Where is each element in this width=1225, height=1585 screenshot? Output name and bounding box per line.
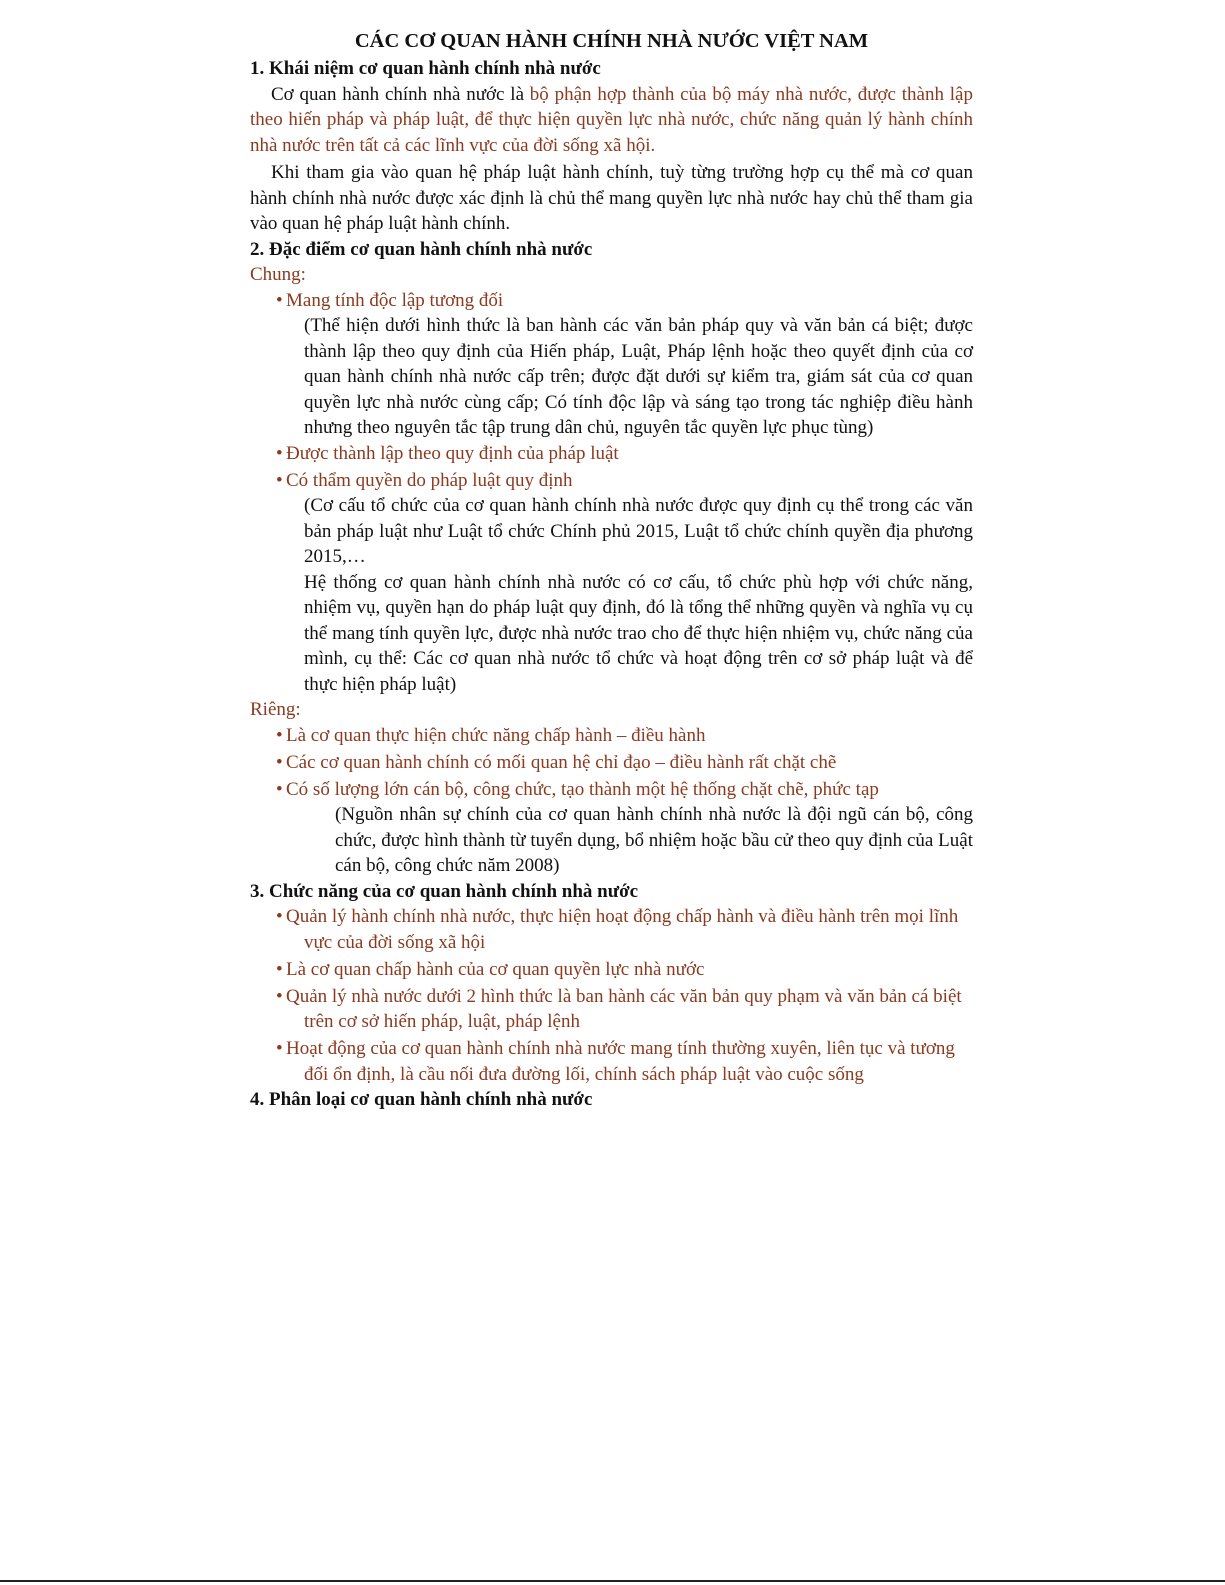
bullet-icon: • xyxy=(276,442,283,464)
bullet-icon: • xyxy=(276,289,283,311)
list-item-text: Mang tính độc lập tương đối xyxy=(286,289,504,311)
bullet-icon: • xyxy=(276,751,283,773)
page-bottom-border xyxy=(0,1580,1225,1582)
bullet-icon: • xyxy=(276,724,283,746)
list-item xyxy=(250,441,973,467)
general-label: Chung: xyxy=(250,264,306,285)
list-item xyxy=(250,777,973,803)
list-item-text: Có thẩm quyền do pháp luật quy định xyxy=(286,469,573,491)
note-paragraph: Hệ thống cơ quan hành chính nhà nước có cơ cấu, tổ chức phù hợp với chức năng, nhiệm vụ, quyền hạn do pháp luật quy định, đó là tổng thể những quyền và nghĩa vụ cụ thể mang tính quyền lực, được nhà nước trao cho để thực hiện nhiệm vụ, chức năng của mình, cụ thể: Các cơ quan nhà nước tổ chức và hoạt động trên cơ sở pháp luật và để thực hiện pháp luật) xyxy=(304,571,973,695)
section-1-paragraph-1 xyxy=(250,82,973,159)
note-paragraph: (Cơ cấu tổ chức của cơ quan hành chính nhà nước được quy định cụ thể trong các văn bản pháp luật như Luật tổ chức Chính phủ 2015, Luật tổ chức chính quyền địa phương 2015,… xyxy=(304,495,973,567)
bullet-icon: • xyxy=(276,469,283,491)
bullet-icon: • xyxy=(276,958,283,980)
document-page xyxy=(250,28,973,1113)
section-4-heading: 4. Phân loại cơ quan hành chính nhà nước xyxy=(250,1089,593,1110)
list-item-text: Các cơ quan hành chính có mối quan hệ chỉ đạo – điều hành rất chặt chẽ xyxy=(286,751,837,773)
list-item-text: Quản lý hành chính nhà nước, thực hiện hoạt động chấp hành và điều hành trên mọi lĩnh vực của đời sống xã hội xyxy=(286,906,959,953)
list-item-text: Là cơ quan chấp hành của cơ quan quyền lực nhà nước xyxy=(286,958,705,980)
section-3-heading: 3. Chức năng của cơ quan hành chính nhà nước xyxy=(250,880,639,902)
paragraph-text: Cơ quan hành chính nhà nước là xyxy=(271,83,530,105)
list-item-text: Quản lý nhà nước dưới 2 hình thức là ban hành các văn bản quy phạm và văn bản cá biệt trên cơ sở hiến pháp, luật, pháp lệnh xyxy=(286,985,962,1032)
note-paragraph: (Nguồn nhân sự chính của cơ quan hành chính nhà nước là đội ngũ cán bộ, công chức, được hình thành từ tuyển dụng, bổ nhiệm hoặc bầu cử theo quy định của Luật cán bộ, công chức năm 2008) xyxy=(335,804,973,876)
list-item-text: Có số lượng lớn cán bộ, công chức, tạo thành một hệ thống chặt chẽ, phức tạp xyxy=(286,778,879,800)
bullet-icon: • xyxy=(276,778,283,800)
note-paragraph: (Thể hiện dưới hình thức là ban hành các văn bản pháp quy và văn bản cá biệt; được thành lập theo quy định của Hiến pháp, Luật, Pháp lệnh hoặc theo quyết định của cơ quan hành chính nhà nước cấp trên; được đặt dưới sự kiểm tra, giám sát của cơ quan quyền lực nhà nước cùng cấp; Có tính độc lập và sáng tạo trong tác nghiệp điều hành nhưng theo nguyên tắc tập trung dân chủ, nguyên tắc quyền lực phục tùng) xyxy=(304,315,973,438)
specific-label: Riêng: xyxy=(250,699,301,720)
list-item-text: Hoạt động của cơ quan hành chính nhà nước mang tính thường xuyên, liên tục và tương đối ổn định, là cầu nối đưa đường lối, chính sách pháp luật vào cuộc sống xyxy=(286,1038,955,1085)
section-1-heading: 1. Khái niệm cơ quan hành chính nhà nước xyxy=(250,58,601,79)
section-2-heading: 2. Đặc điểm cơ quan hành chính nhà nước xyxy=(250,238,593,260)
list-item xyxy=(250,957,973,983)
list-item-text: Là cơ quan thực hiện chức năng chấp hành – điều hành xyxy=(286,724,706,746)
document-title: CÁC CƠ QUAN HÀNH CHÍNH NHÀ NƯỚC VIỆT NAM xyxy=(354,30,869,52)
list-item xyxy=(250,984,973,1035)
list-item xyxy=(250,468,973,494)
list-item-text: Được thành lập theo quy định của pháp luật xyxy=(286,442,619,464)
bullet-icon: • xyxy=(276,1038,283,1059)
list-item xyxy=(250,750,973,776)
list-item xyxy=(250,904,973,955)
list-item xyxy=(250,723,973,749)
highlighted-definition: bộ phận hợp thành của bộ máy nhà nước, được thành lập theo hiến pháp và pháp luật, để thực hiện quyền lực nhà nước, chức năng quản lý hành chính nhà nước trên tất cả các lĩnh vực của đời sống xã hội. xyxy=(250,83,973,156)
section-1-paragraph-2: Khi tham gia vào quan hệ pháp luật hành chính, tuỳ từng trường hợp cụ thể mà cơ quan hành chính nhà nước được xác định là chủ thể mang quyền lực nhà nước hay chủ thể tham gia vào quan hệ pháp luật hành chính. xyxy=(250,162,973,234)
bullet-icon: • xyxy=(276,985,283,1007)
bullet-icon: • xyxy=(276,906,283,927)
list-item xyxy=(250,288,973,314)
list-item xyxy=(250,1036,973,1087)
